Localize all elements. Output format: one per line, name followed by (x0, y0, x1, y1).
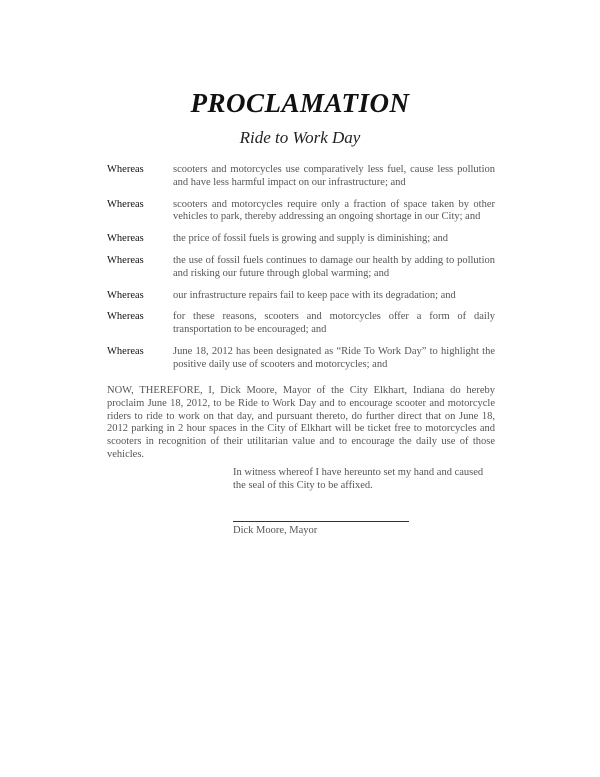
whereas-label: Whereas (107, 198, 144, 210)
resolution-paragraph: NOW, THEREFORE, I, Dick Moore, Mayor of the City Elkhart, Indiana do hereby proclaim June 18, 2012, to be Ride to Work Day and to encourage scooter and motorcycle riders to ride to work on that day, and pursuant thereto, do further direct that on June 18, 2012 parking in 2 hour spaces in the City of Elkhart will be ticket free to motorcycles and scooters in recognition of their utilitarian value and to encourage the daily use of those vehicles. (107, 385, 495, 460)
whereas-clause (107, 255, 495, 281)
whereas-text: the use of fossil fuels continues to damage our health by adding to pollution and risking our future through global warming; and (173, 254, 495, 279)
whereas-clause (107, 311, 495, 337)
whereas-text: scooters and motorcycles use comparatively less fuel, cause less pollution and have less harmful impact on our infrastructure; and (173, 164, 495, 188)
whereas-clause (107, 290, 495, 303)
whereas-clause (107, 164, 495, 190)
whereas-text: the price of fossil fuels is growing and supply is diminishing; and (173, 233, 449, 245)
whereas-label: Whereas (107, 233, 144, 245)
whereas-text: our infrastructure repairs fail to keep pace with its degradation; and (173, 289, 456, 301)
whereas-label: Whereas (107, 311, 144, 323)
whereas-label: Whereas (107, 289, 144, 301)
whereas-clause (107, 233, 495, 246)
whereas-text: for these reasons, scooters and motorcycles offer a form of daily transportation to be encouraged; and (173, 311, 495, 336)
witness-statement: In witness whereof I have hereunto set my hand and caused the seal of this City to be affixed. (233, 467, 484, 491)
whereas-label: Whereas (107, 164, 144, 175)
whereas-label: Whereas (107, 345, 144, 357)
signature-line (233, 521, 409, 522)
document-subtitle: Ride to Work Day (239, 128, 361, 147)
document-title: PROCLAMATION (190, 88, 410, 118)
signatory-name: Dick Moore, Mayor (233, 525, 318, 536)
whereas-clause (107, 199, 495, 225)
whereas-text: scooters and motorcycles require only a fraction of space taken by other vehicles to park, thereby addressing an ongoing shortage in our City; and (173, 198, 495, 223)
whereas-clause (107, 346, 495, 372)
whereas-label: Whereas (107, 254, 144, 266)
whereas-text: June 18, 2012 has been designated as “Ride To Work Day” to highlight the positive daily use of scooters and motorcycles; and (173, 345, 495, 370)
whereas-clauses (107, 164, 495, 381)
